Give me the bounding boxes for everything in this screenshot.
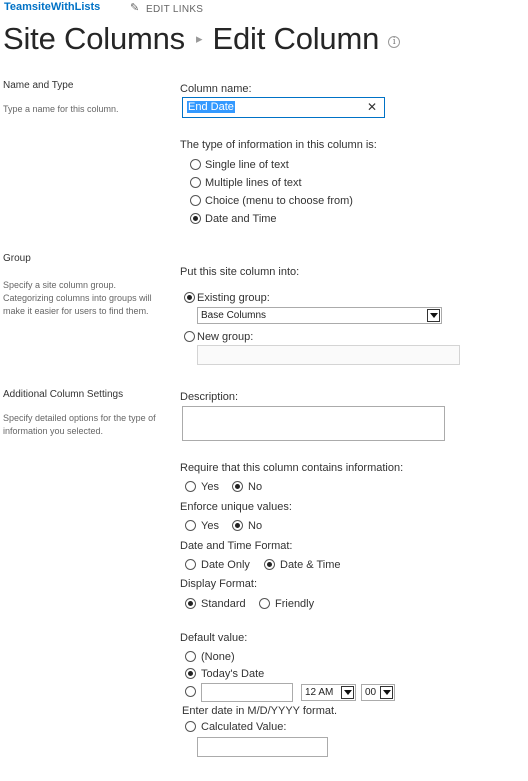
section-title-additional: Additional Column Settings — [3, 389, 124, 400]
breadcrumb-current: Edit Column — [212, 21, 380, 56]
type-label-date-time: Date and Time — [205, 213, 277, 225]
section-title-name-type: Name and Type — [3, 80, 74, 91]
display-format-label: Display Format: — [180, 578, 258, 590]
type-prompt: The type of information in this column is: — [180, 139, 377, 151]
date-time-label: Date & Time — [280, 559, 341, 571]
date-only-radio[interactable] — [185, 559, 196, 570]
chevron-down-icon — [380, 686, 393, 699]
minute-value: 00 — [365, 687, 377, 698]
new-group-radio[interactable] — [184, 331, 195, 342]
date-time-radio[interactable] — [264, 559, 275, 570]
calculated-value-label: Calculated Value: — [201, 721, 287, 733]
require-no-radio[interactable] — [232, 481, 243, 492]
calculated-value-radio[interactable] — [185, 721, 196, 732]
description-textarea[interactable] — [182, 406, 445, 441]
datetime-format-label: Date and Time Format: — [180, 540, 293, 552]
edit-links-button[interactable]: EDIT LINKS — [146, 4, 204, 15]
column-name-value: End Date — [188, 101, 234, 113]
require-label: Require that this column contains information: — [180, 462, 404, 474]
require-yes-radio[interactable] — [185, 481, 196, 492]
type-label-single-line: Single line of text — [205, 159, 289, 171]
breadcrumb-site-columns[interactable]: Site Columns — [3, 21, 185, 56]
chevron-down-icon — [427, 309, 440, 322]
default-value-label: Default value: — [180, 632, 248, 644]
default-today-label: Today's Date — [201, 668, 265, 680]
unique-no-label: No — [248, 520, 263, 532]
default-date-radio[interactable] — [185, 686, 196, 697]
info-icon[interactable]: i — [388, 36, 400, 48]
page-title — [3, 19, 400, 59]
chevron-down-icon — [341, 686, 354, 699]
type-radio-choice[interactable] — [190, 195, 201, 206]
type-radio-date-time[interactable] — [190, 213, 201, 224]
type-radio-single-line[interactable] — [190, 159, 201, 170]
unique-yes-label: Yes — [201, 520, 219, 532]
breadcrumb-separator-icon: ▸ — [195, 31, 203, 46]
unique-no-radio[interactable] — [232, 520, 243, 531]
date-format-hint: Enter date in M/D/YYYY format. — [182, 705, 338, 717]
default-none-radio[interactable] — [185, 651, 196, 662]
date-only-label: Date Only — [201, 559, 250, 571]
new-group-input[interactable] — [197, 345, 460, 365]
new-group-label: New group: — [197, 331, 254, 343]
default-date-input[interactable] — [201, 683, 293, 702]
column-name-input[interactable] — [182, 97, 385, 118]
unique-label: Enforce unique values: — [180, 501, 292, 513]
pencil-icon: ✎ — [130, 2, 140, 14]
existing-group-radio[interactable] — [184, 292, 195, 303]
require-yes-label: Yes — [201, 481, 219, 493]
friendly-label: Friendly — [275, 598, 315, 610]
existing-group-select[interactable] — [197, 307, 442, 324]
default-none-label: (None) — [201, 651, 235, 663]
site-link[interactable]: TeamsiteWithLists — [4, 1, 101, 13]
minute-select[interactable] — [361, 684, 395, 701]
existing-group-value: Base Columns — [201, 310, 267, 321]
clear-icon[interactable]: ✕ — [366, 100, 377, 114]
type-radio-multiple-lines[interactable] — [190, 177, 201, 188]
section-desc-additional: Specify detailed options for the type of information you selected. — [3, 413, 156, 436]
standard-radio[interactable] — [185, 598, 196, 609]
type-label-multiple-lines: Multiple lines of text — [205, 177, 302, 189]
default-today-radio[interactable] — [185, 668, 196, 679]
standard-label: Standard — [201, 598, 246, 610]
existing-group-label: Existing group: — [197, 292, 270, 304]
require-no-label: No — [248, 481, 263, 493]
section-desc-group: Specify a site column group. Categorizing columns into groups will make it easier for users to find them. — [3, 280, 152, 316]
friendly-radio[interactable] — [259, 598, 270, 609]
calculated-value-input[interactable] — [197, 737, 328, 757]
type-label-choice: Choice (menu to choose from) — [205, 195, 353, 207]
hour-select[interactable] — [301, 684, 356, 701]
section-desc-name-type: Type a name for this column. — [3, 104, 119, 114]
group-prompt: Put this site column into: — [180, 266, 300, 278]
description-label: Description: — [180, 391, 239, 403]
hour-value: 12 AM — [305, 687, 334, 698]
unique-yes-radio[interactable] — [185, 520, 196, 531]
column-name-label: Column name: — [180, 83, 252, 95]
section-title-group: Group — [3, 253, 31, 264]
